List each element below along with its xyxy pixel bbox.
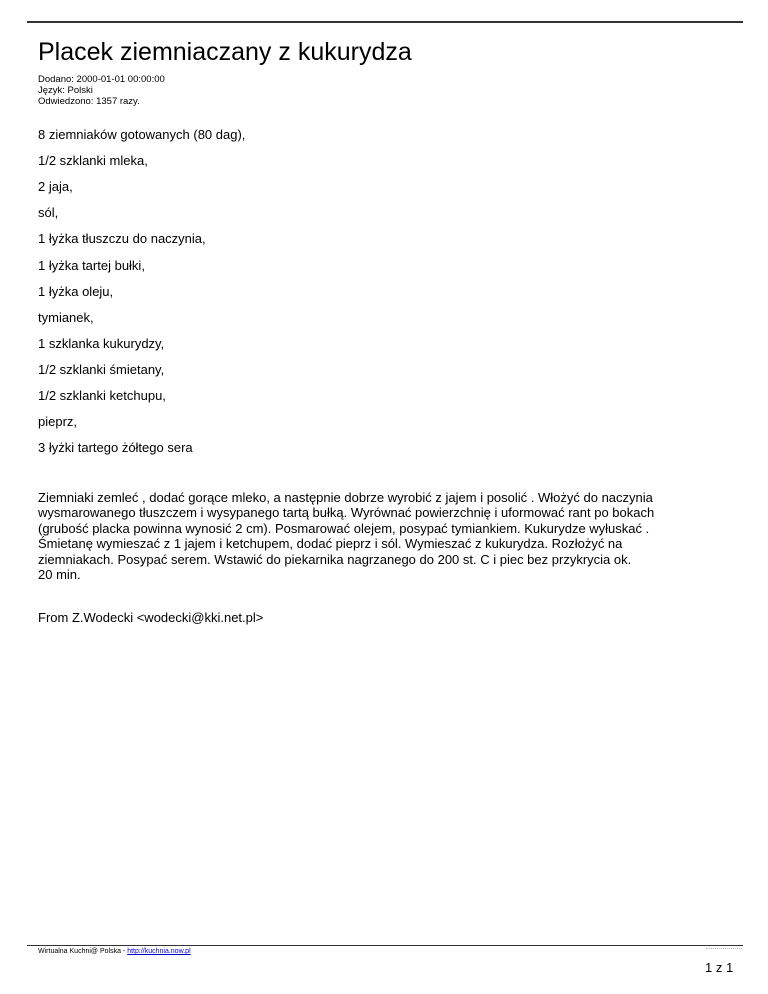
page-number: 1 z 1 [705,960,734,975]
top-rule [27,21,743,23]
page-title: Placek ziemniaczany z kukurydza [38,38,412,66]
ingredient-item: 3 łyżki tartego żółtego sera [38,440,193,455]
ingredient-item: 1/2 szklanki ketchupu, [38,388,166,403]
meta-added: Dodano: 2000-01-01 00:00:00 [38,74,165,85]
footer-mark [706,948,742,949]
ingredient-item: 1 łyżka oleju, [38,284,114,299]
ingredient-item: 1 szklanka kukurydzy, [38,336,165,351]
ingredient-item: 1/2 szklanki mleka, [38,153,148,168]
author-line: From Z.Wodecki <wodecki@kki.net.pl> [38,610,264,625]
ingredient-item: 1/2 szklanki śmietany, [38,362,165,377]
recipe-meta [38,74,165,107]
footer-link[interactable]: http://kuchnia.now.pl [127,948,191,955]
ingredient-item: pieprz, [38,414,78,429]
footer-site-name: Wirtualna Kuchni@ Polska - [38,948,128,955]
ingredient-item: 1 łyżka tartej bułki, [38,258,145,273]
footer [38,948,191,955]
ingredient-item: sól, [38,205,59,220]
ingredient-item: 1 łyżka tłuszczu do naczynia, [38,231,206,246]
meta-language: Język: Polski [38,85,93,96]
meta-visited: Odwiedzono: 1357 razy. [38,96,140,107]
footer-rule [27,945,743,946]
ingredient-item: 8 ziemniaków gotowanych (80 dag), [38,127,246,142]
recipe-instructions: Ziemniaki zemleć , dodać gorące mleko, a następnie dobrze wyrobić z jajem i posolić . Włożyć do naczynia wysmarowanego tłuszczem i wysypanego tartą bułką. Wyrównać powierzchnię i uformować rant po bokach (grubość placka powinna wynosić 2 cm). Posmarować olejem, posypać tymiankiem. Kukurydze wyłuskać . Śmietanę wymieszać z 1 jajem i ketchupem, dodać pieprz i sól. Wymieszać z kukurydza. Rozłożyć na ziemniakach. Posypać serem. Wstawić do piekarnika nagrzanego do 200 st. C i piec bez przykrycia ok. 20 min. [38,490,655,583]
ingredient-item: 2 jaja, [38,179,73,194]
ingredient-item: tymianek, [38,310,94,325]
